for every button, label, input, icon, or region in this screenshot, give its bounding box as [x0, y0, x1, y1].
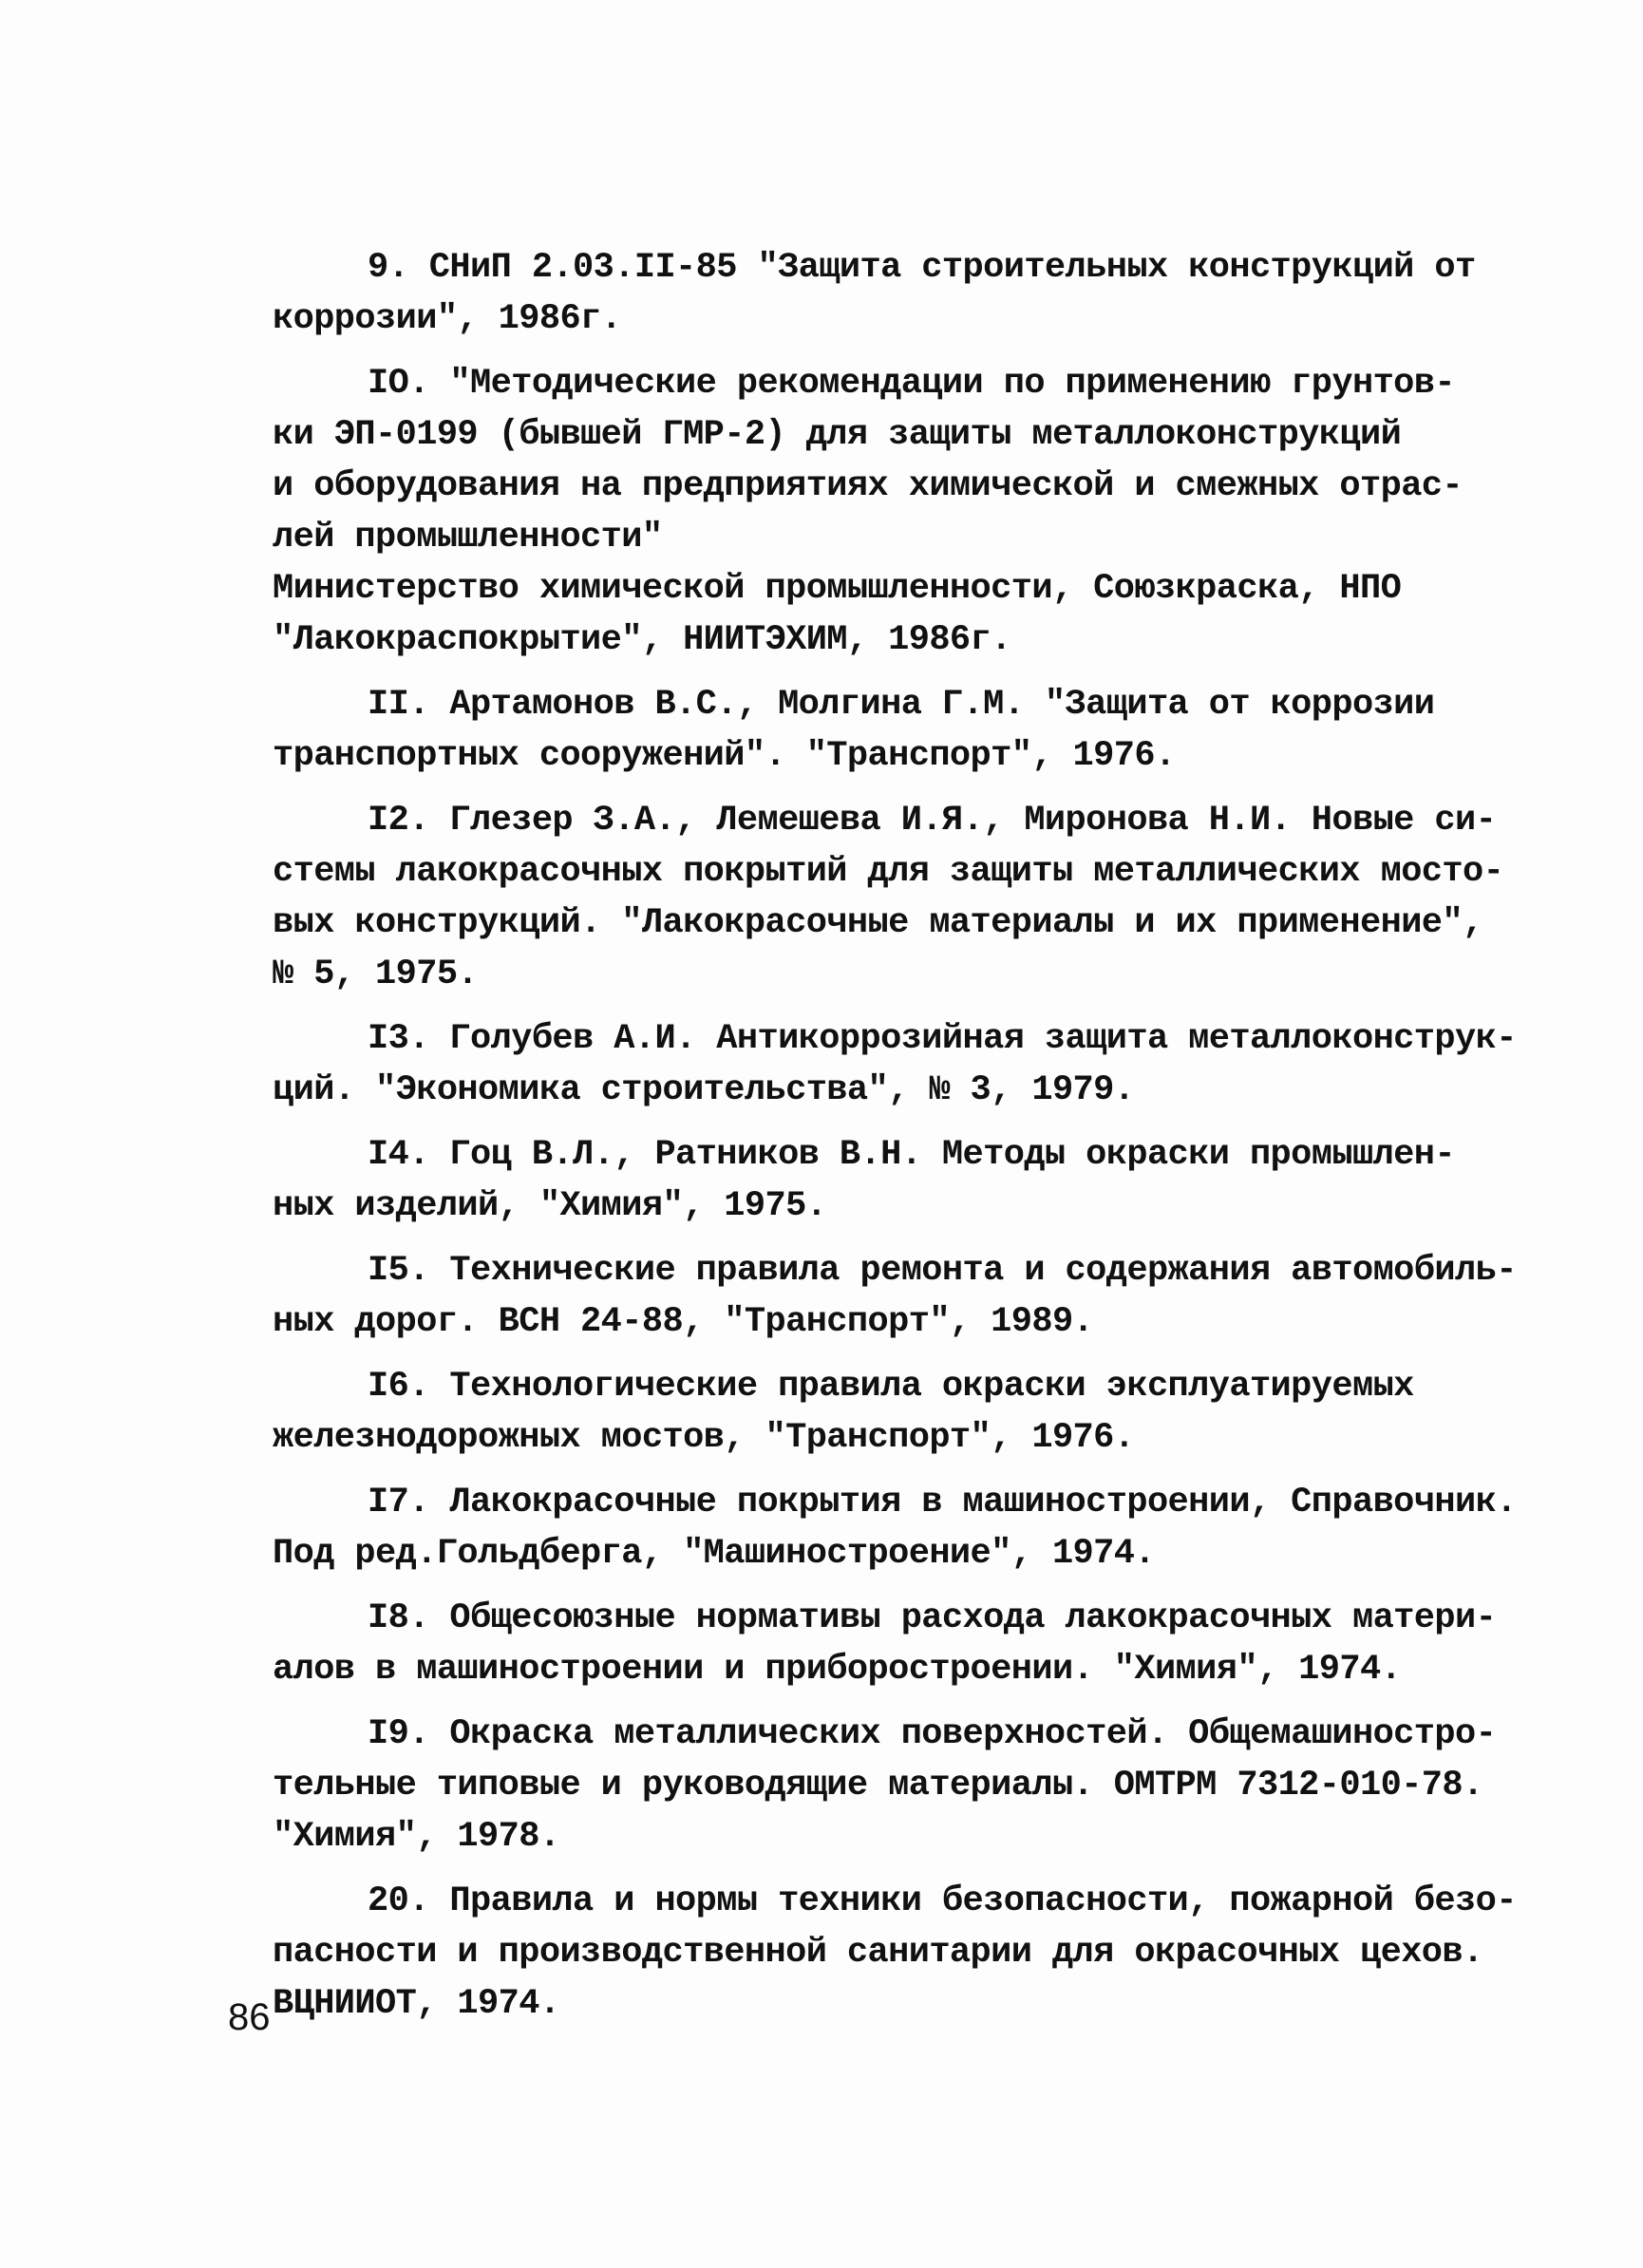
reference-line: I9. Окраска металлических поверхностей. Общемашиностро-	[368, 1714, 1497, 1754]
reference-14	[273, 1129, 1455, 1232]
reference-line: транспортных сооружений". "Транспорт", 1976.	[273, 736, 1176, 776]
reference-line: Министерство химической промышленности, Союзкраска, НПО	[273, 569, 1402, 609]
reference-line: I2. Глезер З.А., Лемешева И.Я., Миронова Н.И. Новые си-	[368, 801, 1497, 841]
reference-17	[273, 1477, 1517, 1579]
reference-line: ки ЭП-0199 (бывшей ГМР-2) для защиты металлоконструкций	[273, 415, 1402, 455]
reference-line: I4. Гоц В.Л., Ратников В.Н. Методы окраски промышлен-	[368, 1135, 1455, 1175]
reference-line: "Химия", 1978.	[273, 1817, 560, 1857]
reference-line: II. Артамонов В.С., Молгина Г.М. "Защита от коррозии	[368, 685, 1435, 725]
reference-9	[273, 242, 1476, 345]
reference-line: IO. "Методические рекомендации по применению грунтов-	[368, 364, 1455, 404]
reference-12	[273, 795, 1504, 1000]
reference-15	[273, 1245, 1517, 1348]
reference-line: 9. СНиП 2.03.II-85 "Защита строительных конструкций от	[368, 248, 1476, 288]
reference-16	[273, 1361, 1431, 1464]
reference-line: железнодорожных мостов, "Транспорт", 1976.	[273, 1418, 1135, 1458]
reference-line: 20. Правила и нормы техники безопасности, пожарной безо-	[368, 1881, 1517, 1921]
reference-line: стемы лакокрасочных покрытий для защиты металлических мосто-	[273, 852, 1504, 892]
reference-19	[273, 1709, 1497, 1862]
reference-10	[273, 358, 1464, 666]
reference-list	[273, 242, 1517, 2043]
reference-line: и оборудования на предприятиях химической и смежных отрас-	[273, 466, 1464, 506]
reference-line: тельные типовые и руководящие материалы. ОМТРМ 7312-010-78.	[273, 1766, 1483, 1805]
reference-line: алов в машиностроении и приборостроении. "Химия", 1974.	[273, 1650, 1402, 1690]
reference-line: ВЦНИИОТ, 1974.	[273, 1984, 560, 2024]
reference-line: лей промышленности"	[273, 518, 663, 558]
reference-line: Под ред.Гольдберга, "Машиностроение", 1974.	[273, 1534, 1155, 1574]
reference-line: I3. Голубев А.И. Антикоррозийная защита металлоконструк-	[368, 1019, 1517, 1059]
reference-line: коррозии", 1986г.	[273, 299, 622, 339]
reference-18	[273, 1593, 1497, 1695]
reference-line: I8. Общесоюзные нормативы расхода лакокрасочных матери-	[368, 1598, 1497, 1638]
reference-line: вых конструкций. "Лакокрасочные материалы и их применение",	[273, 903, 1483, 943]
reference-line: ций. "Экономика строительства", № 3, 1979.	[273, 1070, 1135, 1110]
reference-line: I5. Технические правила ремонта и содержания автомобиль-	[368, 1251, 1517, 1291]
reference-11	[273, 679, 1435, 782]
page-number: 86	[228, 1996, 271, 2038]
reference-line: ных изделий, "Химия", 1975.	[273, 1186, 827, 1226]
reference-line: пасности и производственной санитарии для окрасочных цехов.	[273, 1933, 1483, 1973]
reference-13	[273, 1013, 1517, 1116]
reference-line: № 5, 1975.	[273, 954, 479, 994]
reference-line: I7. Лакокрасочные покрытия в машиностроении, Справочник.	[368, 1483, 1517, 1522]
reference-line: ных дорог. ВСН 24-88, "Транспорт", 1989.	[273, 1302, 1094, 1342]
reference-line: "Лакокраспокрытие", НИИТЭХИМ, 1986г.	[273, 620, 1011, 660]
reference-line: I6. Технологические правила окраски эксплуатируемых	[368, 1367, 1414, 1407]
reference-20	[273, 1876, 1517, 2030]
